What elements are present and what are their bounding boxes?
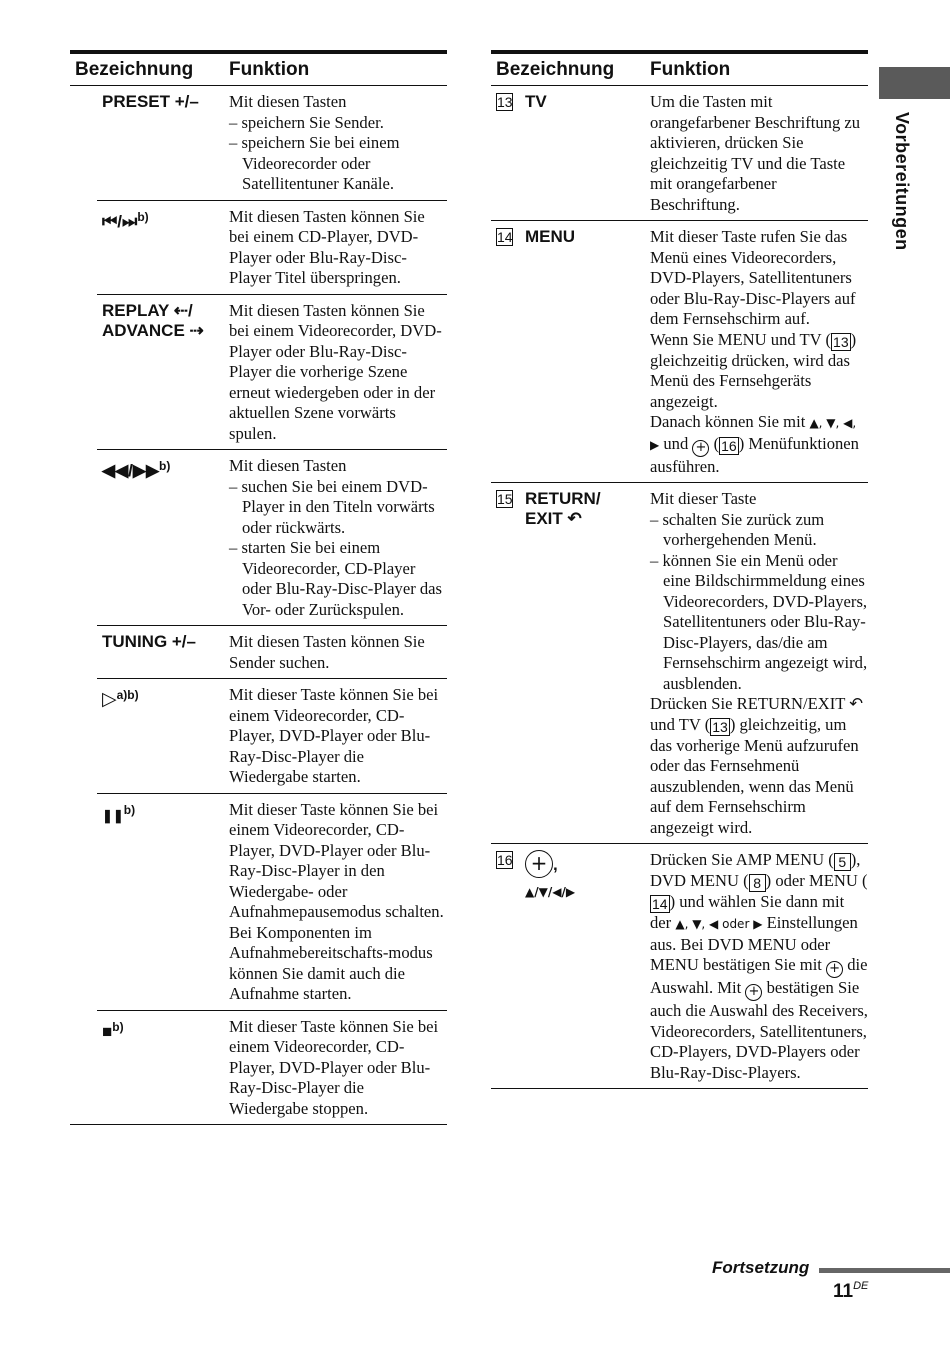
button-name: ❚❚$^{b)}$ xyxy=(102,802,136,823)
function-text xyxy=(229,1017,447,1120)
item-number: 15 xyxy=(497,491,513,507)
function-text xyxy=(650,850,868,1083)
button-name: ⏮/⏭$^{b)}$ xyxy=(102,209,149,231)
button-name: 16 + , ▲/▼/◀/▶ xyxy=(491,850,650,1083)
table-row xyxy=(97,450,447,626)
table-row xyxy=(97,201,447,295)
arrow-icons: ▲/▼/◀/▶ xyxy=(525,885,576,899)
function-text xyxy=(229,632,447,673)
button-name: ▷$^{a)b)}$ xyxy=(102,688,139,710)
header-name: Bezeichnung xyxy=(496,58,615,80)
enter-icon: + xyxy=(692,440,709,457)
function-text xyxy=(229,456,447,620)
text-line: Mit dieser Taste können Sie bei einem Videorecorder, CD-Player, DVD-Player oder Blu-Ray-Disc-Player in den Wiedergabe- oder Aufnahmepausemodus schalten. Bei Komponenten im Aufnahmebereitschafts-modus können Sie damit auch die Aufnahme starten. xyxy=(229,799,444,1003)
text-line: Mit dieser Taste können Sie bei einem Videorecorder, CD-Player, DVD-Player oder Blu-Ray-Disc-Player die Wiedergabe starten. xyxy=(229,685,439,786)
left-table xyxy=(70,50,447,1125)
button-name: 15 RETURN/ EXIT ↶ xyxy=(497,489,601,528)
function-text xyxy=(229,207,447,289)
table-row xyxy=(491,483,868,844)
text-line: Mit diesen Tasten können Sie Sender suchen. xyxy=(229,632,425,672)
header-function: Funktion xyxy=(650,58,731,80)
button-name: TUNING +/– xyxy=(102,632,196,651)
item-number: 16 xyxy=(497,852,513,868)
item-ref: 16 xyxy=(721,437,737,454)
table-row xyxy=(70,1011,447,1126)
button-name: REPLAY ⇠/ ADVANCE ⇢ xyxy=(102,300,204,340)
text-line: Um die Tasten mit orangefarbener Beschriftung zu aktivieren, drücken Sie gleichzeitig TV und die Taste mit orangefarbener Beschriftung. xyxy=(650,92,861,214)
section-tab xyxy=(879,67,950,99)
text-line: Mit diesen Tasten können Sie bei einem CD-Player, DVD-Player oder Blu-Ray-Disc-Player Titel überspringen. xyxy=(229,206,425,287)
continuation-bar xyxy=(819,1268,950,1273)
text-line: Mit dieser Taste können Sie bei einem Videorecorder, CD-Player, DVD-Player oder Blu-Ray-Disc-Player die Wiedergabe stoppen. xyxy=(229,1016,439,1118)
text-line: Mit diesen Tasten können Sie bei einem Videorecorder, DVD-Player oder Blu-Ray-Disc-Player die vorherige Szene erneut wiedergeben oder in der aktuellen Szene vorwärts spulen. xyxy=(229,300,442,443)
table-header xyxy=(491,50,868,86)
text-line: Danach können Sie mit ▲, ▼, ◀, ▶ und + ( 16 ) Menüfunktionen ausführen. xyxy=(650,412,859,476)
item-number: 13 xyxy=(497,94,513,110)
item-number: 14 xyxy=(497,229,513,245)
function-text xyxy=(650,92,868,215)
header-function: Funktion xyxy=(229,58,310,80)
arrow-icons: ▲, ▼, ◀, ▶ xyxy=(650,416,857,452)
function-text xyxy=(650,489,868,838)
item-ref: 13 xyxy=(833,333,849,350)
text-line: – speichern Sie Sender. xyxy=(229,112,384,132)
text-line: Mit diesen Tasten xyxy=(229,92,347,111)
function-text xyxy=(229,301,447,445)
table-header xyxy=(70,50,447,86)
text-line: – schalten Sie zurück zum vorhergehenden Menü. xyxy=(650,509,825,549)
item-ref: 14 xyxy=(652,896,668,912)
table-row xyxy=(97,626,447,679)
table-row xyxy=(491,221,868,483)
function-text xyxy=(229,685,447,788)
table-row xyxy=(97,679,447,794)
button-name: ◀◀/▶▶$^{b)}$ xyxy=(102,459,171,480)
right-table xyxy=(491,50,868,1089)
function-text xyxy=(229,800,447,1005)
text-line: Wenn Sie MENU und TV ( 13 ) gleichzeitig drücken, wird das Menü des Fernsehgeräts angezeigt. xyxy=(650,329,857,411)
item-ref: 13 xyxy=(712,718,728,735)
header-name: Bezeichnung xyxy=(75,58,194,80)
table-row xyxy=(491,844,868,1089)
text-line: Mit dieser Taste rufen Sie das Menü eines Videorecorders, DVD-Players, Satellitentuners oder Blu-Ray-Disc-Players auf dem Fernsehschirm auf. xyxy=(650,227,856,328)
button-name: 14 MENU xyxy=(497,227,576,246)
text-line: – speichern Sie bei einem Videorecorder oder Satellitentuner Kanäle. xyxy=(229,133,400,193)
enter-icon: + xyxy=(826,961,843,978)
enter-icon: + xyxy=(525,850,553,878)
text-line: – können Sie ein Menü oder eine Bildschirmmeldung eines Videorecorders, DVD-Players, Satellitentuners oder Blu-Ray-Disc-Players, das/die am Fernsehschirm angezeigt wird, ausblenden. xyxy=(650,550,868,693)
table-row xyxy=(97,794,447,1011)
table-row xyxy=(97,295,447,451)
button-name: 13 TV xyxy=(497,92,547,111)
function-text xyxy=(650,227,868,477)
text-line: – starten Sie bei einem Videorecorder, CD-Player oder Blu-Ray-Disc-Player das Vor- oder Zurückspulen. xyxy=(229,538,442,619)
text-line: Drücken Sie RETURN/EXIT ↶ und TV ( 13 ) gleichzeitig, um das vorherige Menü aufzurufen oder das Fernsehmenü auszublenden, wenn das Menü auf dem Fernsehschirm angezeigt wird. xyxy=(650,694,864,837)
continuation-label: Fortsetzung xyxy=(712,1258,810,1277)
text-line: Drücken Sie AMP MENU ( 5 ), DVD MENU ( 8 ) oder MENU (14 ) und wählen Sie dann mit der ▲, ▼, ◀ oder ▶ Einstellungen aus. Bei DVD MENU oder MENU bestätigen Sie mit + die Auswahl. Mit + bestätigen Sie auch die Auswahl des Receivers, Videorecorders, Satellitentuners, CD-Players, DVD-Players oder Blu-Ray-Disc-Players. xyxy=(650,850,868,1082)
text-line: Mit dieser Taste xyxy=(650,489,757,508)
button-name: ■$^{b)}$ xyxy=(102,1019,124,1041)
text-line: Mit diesen Tasten xyxy=(229,456,347,475)
function-text xyxy=(229,92,447,195)
button-name: PRESET +/– xyxy=(102,92,199,111)
text-line: – suchen Sie bei einem DVD-Player in den Titeln vorwärts oder rückwärts. xyxy=(229,476,435,537)
arrow-icons: ▲, ▼, ◀ oder ▶ xyxy=(675,917,763,931)
page-number: 11DE xyxy=(833,1280,869,1302)
section-label: Vorbereitungen xyxy=(892,112,912,251)
table-row xyxy=(491,86,868,221)
enter-icon: + xyxy=(745,984,762,1001)
item-ref: 8 xyxy=(749,874,766,892)
item-ref: 5 xyxy=(834,853,851,871)
table-row xyxy=(97,86,447,201)
